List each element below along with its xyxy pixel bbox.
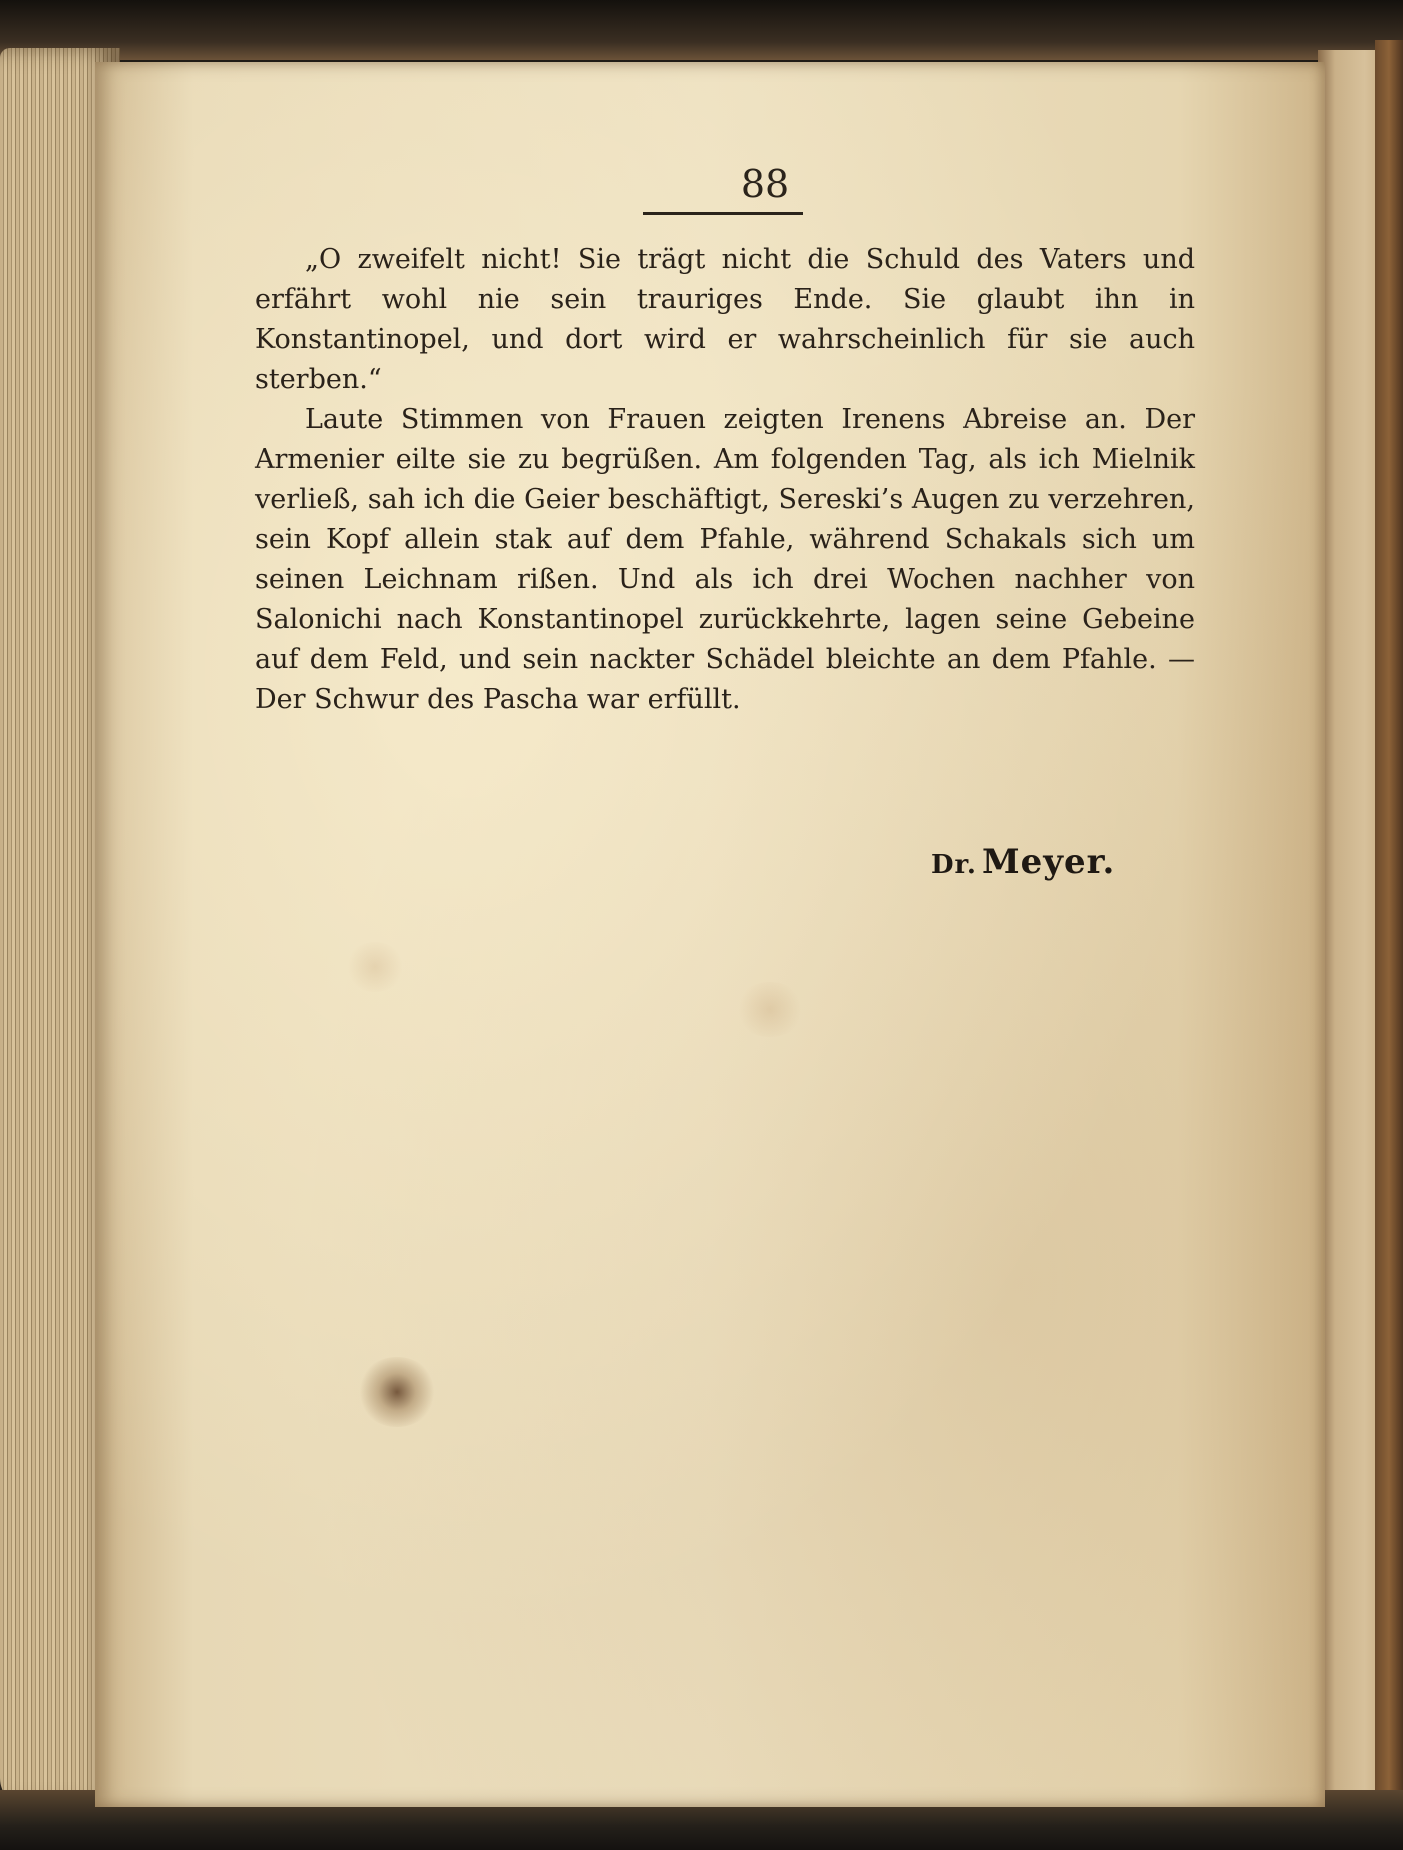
foxing-spot [735, 982, 805, 1037]
page-number: 88 [740, 162, 790, 206]
signature-name: Meyer. [982, 842, 1116, 882]
paragraph: „O zweifelt nicht! Sie trägt nicht die Schuld des Vaters und erfährt wohl nie sein trauriges Ende. Sie glaubt ihn in Konstantinopel, und dort wird er wahrscheinlich für sie auch sterben.“ [255, 244, 1195, 395]
page-number-rule [643, 212, 803, 215]
book-binding-right [1375, 40, 1403, 1850]
foxing-spot [345, 942, 405, 992]
book-page [95, 62, 1325, 1807]
paragraph: Laute Stimmen von Frauen zeigten Irenens Abreise an. Der Armenier eilte sie zu begrüßen. Am folgenden Tag, als ich Mielnik verließ, sah ich die Geier beschäftigt, Sereski’s Augen zu verzehren, sein Kopf allein stak auf dem Pfahle, während Schakals sich um seinen Leichnam rißen. Und als ich drei Wochen nachher von Salonichi nach Konstantinopel zurückkehrte, lagen seine Gebeine auf dem Feld, und sein nackter Schädel bleichte an dem Pfahle. — Der Schwur des Pascha war erfüllt. [255, 404, 1195, 715]
author-signature [931, 842, 1115, 882]
ink-stain [357, 1357, 437, 1427]
body-text [255, 240, 1195, 720]
signature-title: Dr. [931, 850, 977, 880]
book-cover-top [0, 0, 1403, 60]
